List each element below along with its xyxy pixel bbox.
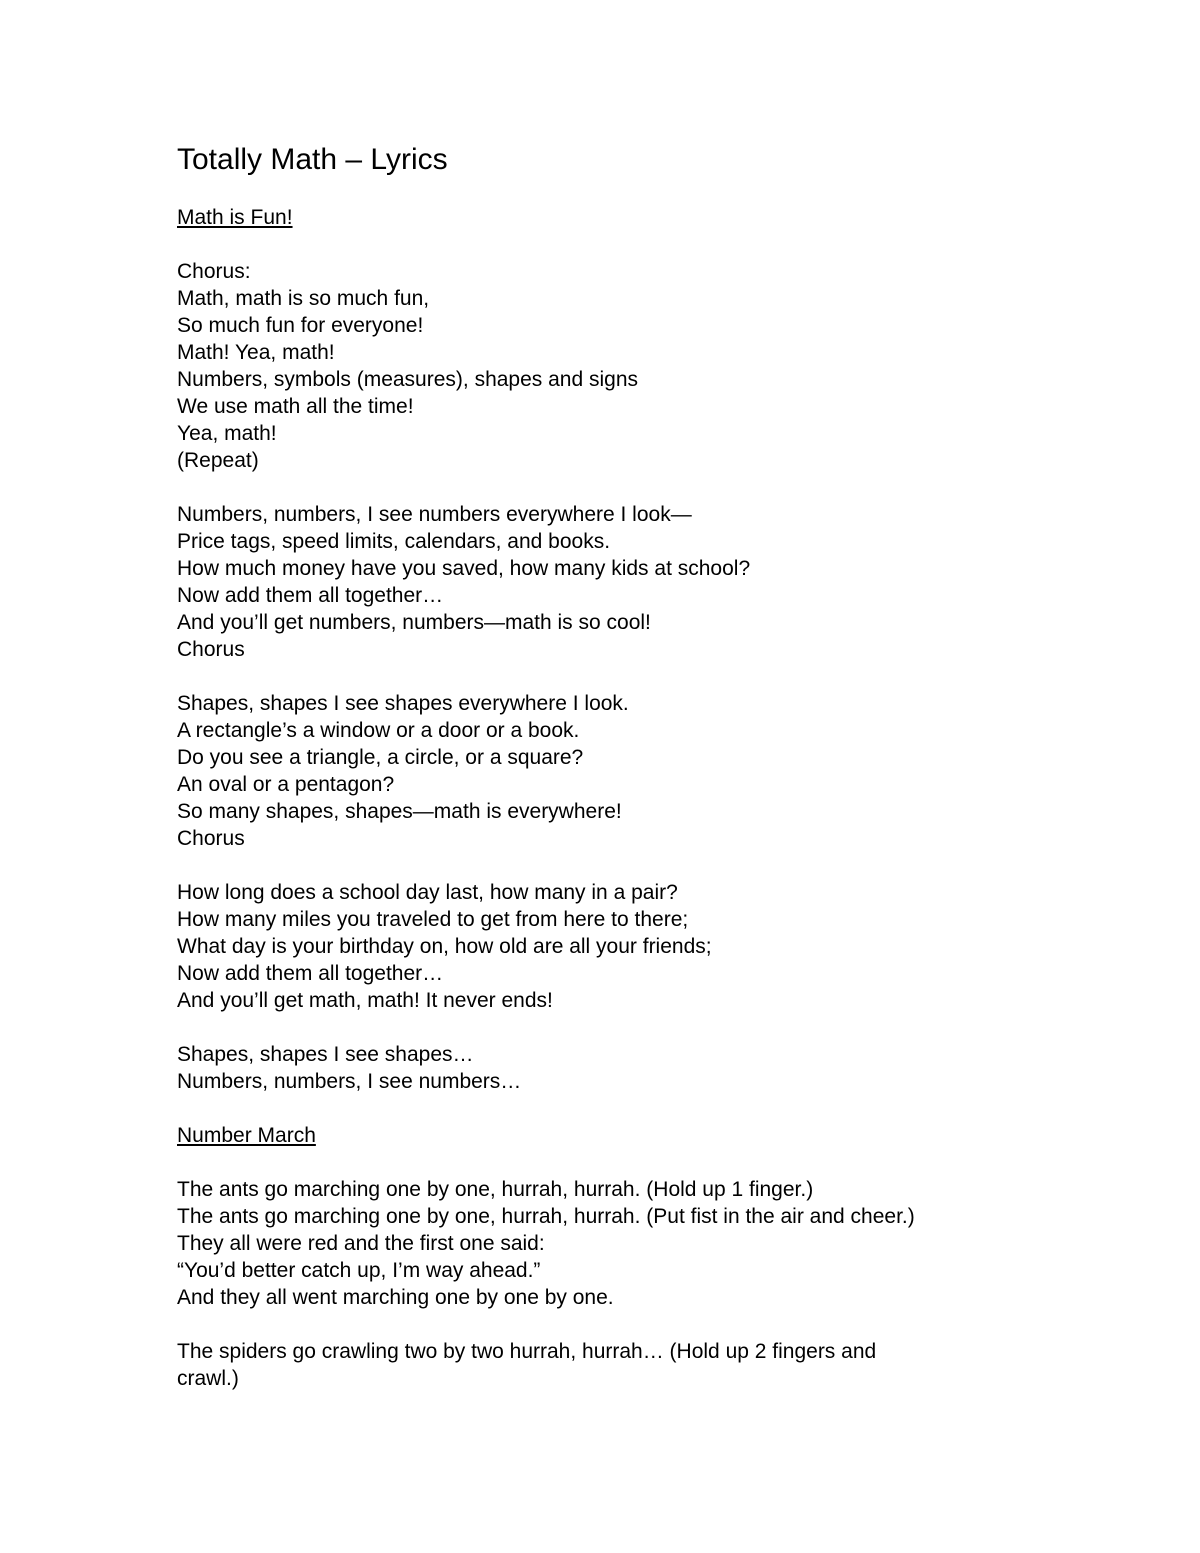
lyric-line: Shapes, shapes I see shapes everywhere I look. — [177, 692, 629, 715]
lyric-line: What day is your birthday on, how old are all your friends; — [177, 935, 712, 958]
lyric-line: Math, math is so much fun, — [177, 287, 430, 310]
ants-stanza — [177, 1176, 1137, 1311]
spacer — [177, 474, 1137, 501]
lyric-line: How many miles you traveled to get from here to there; — [177, 908, 689, 931]
lyric-line: We use math all the time! — [177, 395, 414, 418]
lyric-line: And you’ll get numbers, numbers—math is so cool! — [177, 611, 651, 634]
spacer — [177, 1149, 1137, 1176]
lyric-line: Chorus: — [177, 260, 251, 283]
lyric-line: Yea, math! — [177, 422, 277, 445]
spacer — [177, 231, 1137, 258]
lyric-line: Chorus — [177, 827, 245, 850]
lyric-line: They all were red and the first one said: — [177, 1232, 545, 1255]
lyric-line: The ants go marching one by one, hurrah, hurrah. (Hold up 1 finger.) — [177, 1178, 814, 1201]
lyric-line: And they all went marching one by one by one. — [177, 1286, 614, 1309]
song-title-math-is-fun: Math is Fun! — [177, 206, 293, 229]
lyric-line: Numbers, numbers, I see numbers everywhere I look— — [177, 503, 692, 526]
lyric-line: Numbers, numbers, I see numbers… — [177, 1070, 522, 1093]
lyric-line: How much money have you saved, how many kids at school? — [177, 557, 751, 580]
lyric-line: crawl.) — [177, 1367, 239, 1390]
verse-measures-stanza — [177, 879, 1137, 1014]
spacer — [177, 1095, 1137, 1122]
lyric-line: The spiders go crawling two by two hurrah, hurrah… (Hold up 2 fingers and — [177, 1340, 877, 1363]
lyric-line: Math! Yea, math! — [177, 341, 335, 364]
spacer — [177, 1014, 1137, 1041]
verse-numbers-stanza — [177, 501, 1137, 663]
lyric-line: (Repeat) — [177, 449, 259, 472]
lyric-line: Chorus — [177, 638, 245, 661]
outro-stanza — [177, 1041, 1137, 1095]
lyric-line: And you’ll get math, math! It never ends! — [177, 989, 553, 1012]
lyric-line: An oval or a pentagon? — [177, 773, 395, 796]
lyric-line: Shapes, shapes I see shapes… — [177, 1043, 474, 1066]
lyric-line: Numbers, symbols (measures), shapes and signs — [177, 368, 639, 391]
spacer — [177, 852, 1137, 879]
lyric-line: Price tags, speed limits, calendars, and books. — [177, 530, 611, 553]
lyric-line: “You’d better catch up, I’m way ahead.” — [177, 1259, 541, 1282]
lyric-line: Now add them all together… — [177, 962, 444, 985]
song-title-number-march: Number March — [177, 1124, 316, 1147]
lyrics-body — [177, 204, 1137, 1392]
verse-shapes-stanza — [177, 690, 1137, 852]
spacer — [177, 1311, 1137, 1338]
lyric-line: Do you see a triangle, a circle, or a square? — [177, 746, 584, 769]
spiders-stanza — [177, 1338, 1137, 1392]
lyric-line: How long does a school day last, how many in a pair? — [177, 881, 678, 904]
chorus-stanza — [177, 258, 1137, 474]
lyric-line: Now add them all together… — [177, 584, 444, 607]
lyric-line: The ants go marching one by one, hurrah, hurrah. (Put fist in the air and cheer.) — [177, 1205, 915, 1228]
spacer — [177, 663, 1137, 690]
document-title: Totally Math – Lyrics — [177, 143, 448, 176]
lyric-line: A rectangle’s a window or a door or a book. — [177, 719, 580, 742]
lyric-line: So many shapes, shapes—math is everywhere! — [177, 800, 622, 823]
lyric-line: So much fun for everyone! — [177, 314, 424, 337]
